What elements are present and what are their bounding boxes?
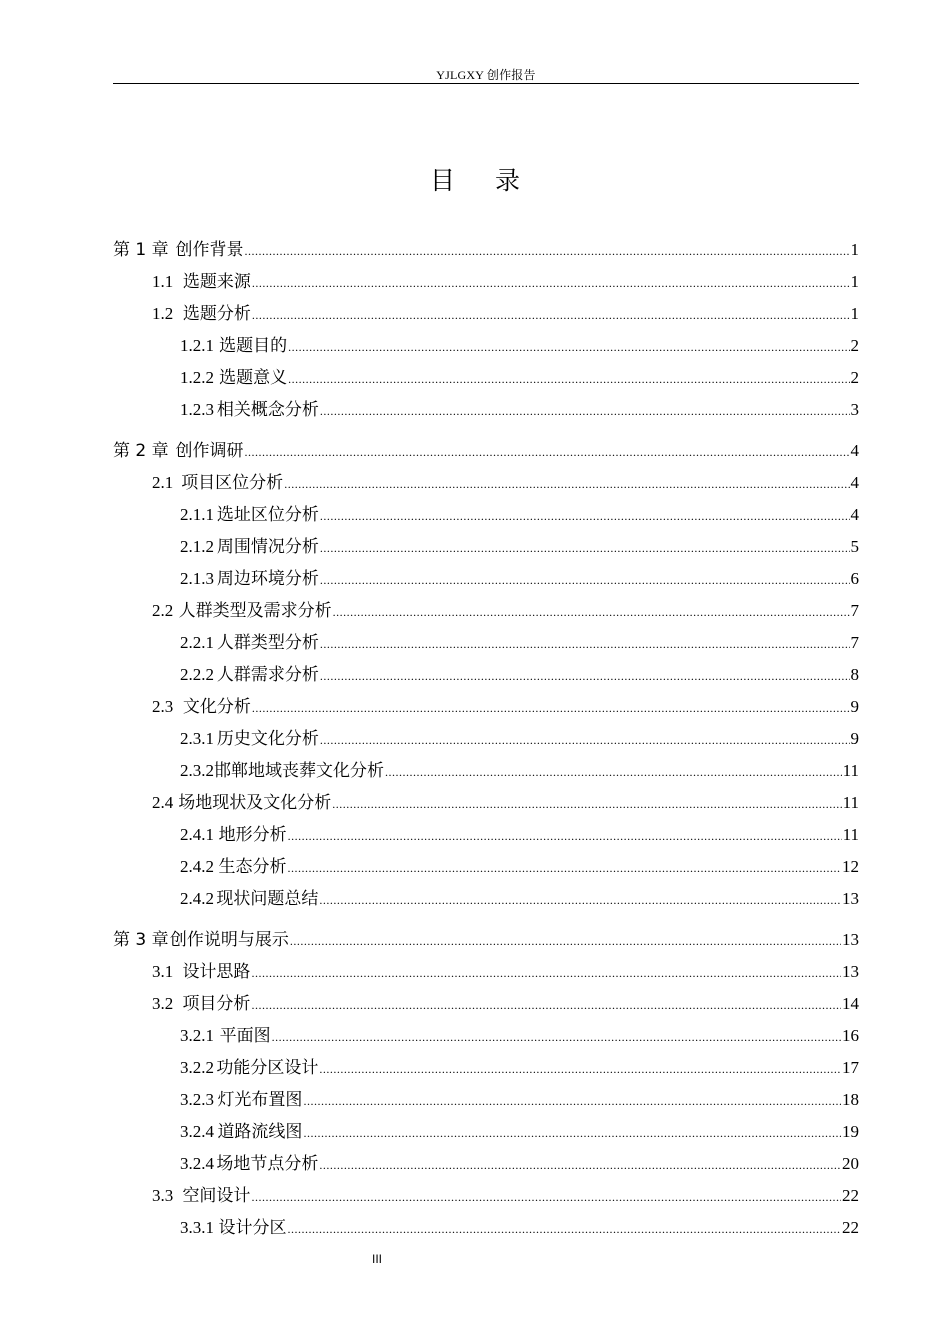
toc-dot-leader bbox=[284, 472, 849, 496]
toc-entry[interactable] bbox=[113, 791, 859, 815]
toc-entry-page: 2 bbox=[850, 368, 859, 387]
toc-entry[interactable] bbox=[113, 398, 859, 422]
toc-entry[interactable] bbox=[113, 1056, 859, 1080]
toc-entry-page: 3 bbox=[850, 400, 859, 419]
toc-entry-number: 2.1.2 bbox=[180, 537, 214, 556]
toc-dot-leader bbox=[320, 568, 850, 592]
toc-dot-leader bbox=[320, 728, 850, 752]
toc-entry[interactable] bbox=[113, 599, 859, 623]
toc-entry-label: 项目区位分析 bbox=[181, 473, 284, 493]
running-header: YJLGXY 创作报告 bbox=[436, 68, 536, 82]
toc-dot-leader bbox=[333, 600, 850, 624]
page-number: III bbox=[372, 1252, 383, 1266]
toc-dot-leader bbox=[244, 440, 849, 464]
toc-entry-label: 场地现状及文化分析 bbox=[178, 793, 332, 813]
toc-entry[interactable] bbox=[113, 1184, 859, 1208]
toc-entry-number: 2.4.2 bbox=[180, 889, 214, 908]
toc-entry[interactable] bbox=[113, 663, 859, 687]
toc-entry-number: 2.2.1 bbox=[180, 633, 214, 652]
toc-entry-number: 3.3.1 bbox=[180, 1218, 214, 1237]
toc-dot-leader bbox=[332, 792, 841, 816]
toc-entry[interactable] bbox=[113, 727, 859, 751]
toc-entry-number: 第 2 章 bbox=[113, 441, 169, 461]
toc-entry-number: 3.2.4 bbox=[180, 1154, 214, 1173]
toc-entry[interactable] bbox=[113, 366, 859, 390]
toc-entry-label: 选址区位分析 bbox=[216, 505, 319, 525]
toc-entry-label: 选题意义 bbox=[219, 368, 288, 388]
toc-entry-page: 22 bbox=[842, 1218, 859, 1237]
toc-entry-number: 3.2.4 bbox=[180, 1122, 214, 1141]
toc-entry[interactable] bbox=[113, 1024, 859, 1048]
toc-chapter-entry[interactable] bbox=[113, 928, 859, 952]
toc-dot-leader bbox=[252, 271, 850, 295]
toc-entry-number: 1.2 bbox=[152, 304, 174, 323]
toc-entry-page: 9 bbox=[850, 729, 859, 748]
toc-entry-page: 6 bbox=[850, 569, 859, 588]
toc-entry-label: 选题来源 bbox=[182, 272, 251, 292]
toc-entry[interactable] bbox=[113, 1216, 859, 1240]
toc-entry-number: 3.2 bbox=[152, 994, 174, 1013]
toc-entry-number: 2.1.1 bbox=[180, 505, 214, 524]
toc-entry[interactable] bbox=[113, 887, 859, 911]
toc-entry-number: 2.4.1 bbox=[180, 825, 214, 844]
toc-dot-leader bbox=[290, 929, 841, 953]
toc-dot-leader bbox=[320, 399, 850, 423]
toc-dot-leader bbox=[320, 632, 850, 656]
toc-entry-label: 周围情况分析 bbox=[216, 537, 319, 557]
toc-entry-page: 1 bbox=[850, 240, 859, 259]
toc-entry-number: 2.3 bbox=[152, 697, 174, 716]
toc-entry[interactable] bbox=[113, 960, 859, 984]
toc-entry[interactable] bbox=[113, 1152, 859, 1176]
toc-dot-leader bbox=[252, 696, 850, 720]
toc-dot-leader bbox=[288, 856, 841, 880]
toc-entry[interactable] bbox=[113, 855, 859, 879]
toc-entry-number: 2.1 bbox=[152, 473, 174, 492]
toc-dot-leader bbox=[319, 888, 841, 912]
toc-dot-leader bbox=[251, 993, 841, 1017]
toc-entry[interactable] bbox=[113, 1088, 859, 1112]
toc-entry-label: 邯郸地域丧葬文化分析 bbox=[214, 761, 384, 781]
toc-entry-label: 灯光布置图 bbox=[217, 1090, 303, 1110]
toc-entry-page: 7 bbox=[850, 601, 859, 620]
toc-entry-page: 1 bbox=[850, 272, 859, 291]
toc-entry[interactable] bbox=[113, 1120, 859, 1144]
toc-entry-page: 8 bbox=[850, 665, 859, 684]
toc-entry-number: 2.4.2 bbox=[180, 857, 214, 876]
toc-entry-label: 平面图 bbox=[219, 1026, 271, 1046]
header-divider bbox=[113, 83, 859, 84]
toc-dot-leader bbox=[320, 504, 850, 528]
toc-entry-page: 13 bbox=[842, 962, 859, 981]
toc-entry-page: 16 bbox=[842, 1026, 859, 1045]
toc-entry-label: 创作说明与展示 bbox=[169, 930, 289, 950]
toc-entry-number: 2.2.2 bbox=[180, 665, 214, 684]
toc-entry[interactable] bbox=[113, 270, 859, 294]
toc-entry-page: 13 bbox=[842, 889, 859, 908]
toc-entry-page: 4 bbox=[850, 441, 859, 460]
toc-entry[interactable] bbox=[113, 631, 859, 655]
toc-entry-number: 2.3.2 bbox=[180, 761, 214, 780]
toc-entry-number: 1.2.1 bbox=[180, 336, 214, 355]
toc-entry-label: 人群需求分析 bbox=[216, 665, 319, 685]
toc-dot-leader bbox=[288, 824, 842, 848]
toc-entry[interactable] bbox=[113, 695, 859, 719]
toc-entry-label: 设计思路 bbox=[182, 962, 251, 982]
toc-entry[interactable] bbox=[113, 759, 859, 783]
toc-entry-page: 1 bbox=[850, 304, 859, 323]
toc-entry-label: 道路流线图 bbox=[217, 1122, 303, 1142]
page-title: 目录 bbox=[429, 166, 560, 195]
toc-entry-page: 5 bbox=[850, 537, 859, 556]
toc-dot-leader bbox=[251, 961, 841, 985]
toc-entry-label: 人群类型分析 bbox=[216, 633, 319, 653]
toc-entry[interactable] bbox=[113, 535, 859, 559]
toc-entry-label: 历史文化分析 bbox=[216, 729, 319, 749]
toc-entry-label: 周边环境分析 bbox=[216, 569, 319, 589]
toc-entry-page: 2 bbox=[850, 336, 859, 355]
toc-entry-label: 空间设计 bbox=[182, 1186, 251, 1206]
toc-dot-leader bbox=[319, 1057, 841, 1081]
toc-entry-page: 14 bbox=[842, 994, 859, 1013]
toc-entry-number: 2.2 bbox=[152, 601, 174, 620]
toc-entry-number: 3.1 bbox=[152, 962, 174, 981]
toc-entry-number: 2.4 bbox=[152, 793, 174, 812]
toc-dot-leader bbox=[251, 1185, 841, 1209]
toc-entry-number: 3.2.3 bbox=[180, 1090, 214, 1109]
toc-entry-page: 13 bbox=[842, 930, 859, 949]
toc-dot-leader bbox=[252, 303, 850, 327]
toc-entry-label: 生态分析 bbox=[218, 857, 287, 877]
toc-entry-number: 3.3 bbox=[152, 1186, 174, 1205]
toc-entry-number: 第 1 章 bbox=[113, 240, 169, 260]
toc-entry-label: 选题分析 bbox=[182, 304, 251, 324]
toc-entry[interactable] bbox=[113, 567, 859, 591]
toc-entry[interactable] bbox=[113, 992, 859, 1016]
toc-entry-page: 18 bbox=[842, 1090, 859, 1109]
toc-entry-page: 20 bbox=[842, 1154, 859, 1173]
toc-dot-leader bbox=[272, 1025, 841, 1049]
toc-entry-page: 11 bbox=[842, 825, 859, 844]
toc-dot-leader bbox=[244, 239, 849, 263]
toc-chapter-entry[interactable] bbox=[113, 238, 859, 262]
toc-entry-number: 2.3.1 bbox=[180, 729, 214, 748]
toc-dot-leader bbox=[303, 1121, 841, 1145]
toc-entry-label: 场地节点分析 bbox=[216, 1154, 319, 1174]
toc-entry-label: 人群类型及需求分析 bbox=[178, 601, 332, 621]
toc-entry[interactable] bbox=[113, 334, 859, 358]
toc-entry-page: 17 bbox=[842, 1058, 859, 1077]
toc-entry-number: 第 3 章 bbox=[113, 930, 169, 950]
toc-dot-leader bbox=[288, 335, 849, 359]
toc-entry[interactable] bbox=[113, 503, 859, 527]
toc-entry-label: 创作调研 bbox=[175, 441, 244, 461]
toc-entry-label: 创作背景 bbox=[175, 240, 244, 260]
toc-entry-label: 设计分区 bbox=[218, 1218, 287, 1238]
toc-dot-leader bbox=[319, 1153, 841, 1177]
toc-entry[interactable] bbox=[113, 302, 859, 326]
toc-entry-page: 11 bbox=[842, 793, 859, 812]
toc-dot-leader bbox=[288, 367, 849, 391]
toc-entry[interactable] bbox=[113, 471, 859, 495]
toc-entry-page: 4 bbox=[850, 505, 859, 524]
toc-entry-number: 3.2.2 bbox=[180, 1058, 214, 1077]
toc-entry[interactable] bbox=[113, 823, 859, 847]
toc-dot-leader bbox=[385, 760, 842, 784]
toc-dot-leader bbox=[320, 664, 850, 688]
toc-entry-page: 4 bbox=[850, 473, 859, 492]
toc-entry-label: 功能分区设计 bbox=[216, 1058, 319, 1078]
toc-entry-number: 2.1.3 bbox=[180, 569, 214, 588]
toc-chapter-entry[interactable] bbox=[113, 439, 859, 463]
toc-entry-page: 22 bbox=[842, 1186, 859, 1205]
toc-entry-label: 项目分析 bbox=[182, 994, 251, 1014]
toc-entry-page: 7 bbox=[850, 633, 859, 652]
toc-entry-number: 1.2.2 bbox=[180, 368, 214, 387]
toc-entry-page: 19 bbox=[842, 1122, 859, 1141]
toc-entry-label: 相关概念分析 bbox=[216, 400, 319, 420]
toc-dot-leader bbox=[320, 536, 850, 560]
toc-entry-number: 1.2.3 bbox=[180, 400, 214, 419]
toc-entry-number: 3.2.1 bbox=[180, 1026, 214, 1045]
toc-entry-page: 11 bbox=[842, 761, 859, 780]
toc-entry-page: 9 bbox=[850, 697, 859, 716]
toc-entry-label: 地形分析 bbox=[218, 825, 287, 845]
toc-dot-leader bbox=[303, 1089, 841, 1113]
toc-entry-page: 12 bbox=[842, 857, 859, 876]
toc-entry-number: 1.1 bbox=[152, 272, 174, 291]
toc-dot-leader bbox=[288, 1217, 841, 1241]
toc-entry-label: 选题目的 bbox=[219, 336, 288, 356]
toc-entry-label: 文化分析 bbox=[182, 697, 251, 717]
toc-entry-label: 现状问题总结 bbox=[216, 889, 319, 909]
